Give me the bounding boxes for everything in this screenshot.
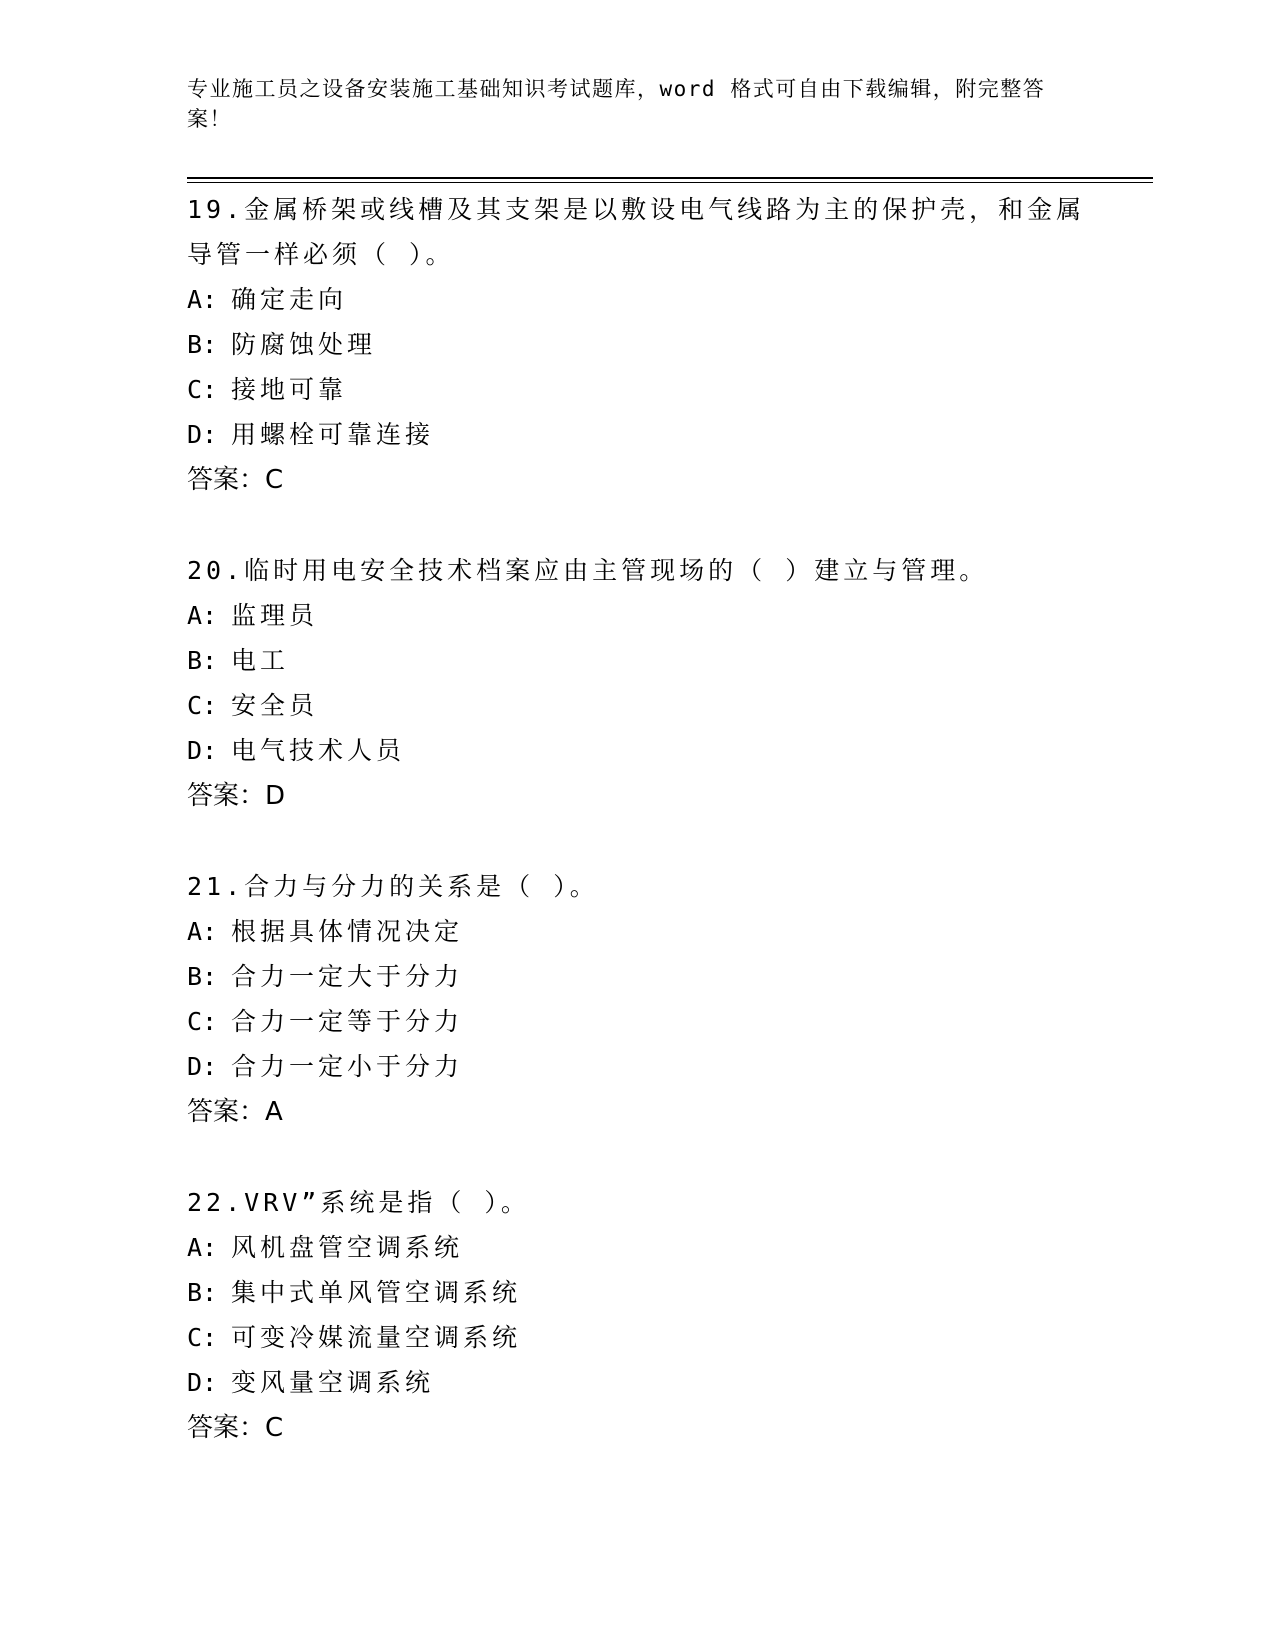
- question-19: [187, 187, 1087, 503]
- option-key: B:: [187, 646, 218, 675]
- header-divider-thin: [187, 182, 1153, 183]
- option-text: 合力一定大于分力: [231, 962, 464, 991]
- question-21: [187, 864, 1087, 1135]
- option-key: B:: [187, 962, 218, 991]
- option-text: 监理员: [231, 601, 319, 630]
- option-d: [187, 412, 1087, 457]
- option-key: C:: [187, 1323, 218, 1352]
- question-stem: 21.合力与分力的关系是（ ）。: [187, 872, 599, 901]
- question-stem: 20.临时用电安全技术档案应由主管现场的（ ）建立与管理。: [187, 556, 989, 585]
- option-text: 合力一定小于分力: [231, 1052, 464, 1081]
- option-b: [187, 954, 1087, 999]
- option-key: A:: [187, 1233, 218, 1262]
- option-key: C:: [187, 1007, 218, 1036]
- option-text: 可变冷媒流量空调系统: [231, 1323, 522, 1352]
- option-b: [187, 638, 1087, 683]
- option-d: [187, 728, 1087, 773]
- option-c: [187, 683, 1087, 728]
- option-text: 根据具体情况决定: [231, 917, 464, 946]
- option-key: B:: [187, 1278, 218, 1307]
- option-d: [187, 1360, 1087, 1405]
- option-key: C:: [187, 691, 218, 720]
- option-key: D:: [187, 736, 218, 765]
- option-key: D:: [187, 1052, 218, 1081]
- question-20: [187, 548, 1087, 819]
- option-a: [187, 277, 1087, 322]
- option-text: 风机盘管空调系统: [231, 1233, 464, 1262]
- option-key: A:: [187, 917, 218, 946]
- option-a: [187, 593, 1087, 638]
- option-text: 安全员: [231, 691, 319, 720]
- option-text: 合力一定等于分力: [231, 1007, 464, 1036]
- option-c: [187, 1315, 1087, 1360]
- option-text: 电工: [231, 646, 290, 675]
- option-key: D:: [187, 1368, 218, 1397]
- question-22: [187, 1180, 1087, 1451]
- option-key: A:: [187, 285, 218, 314]
- option-b: [187, 1270, 1087, 1315]
- answer: 答案：A: [187, 1097, 283, 1127]
- option-key: B:: [187, 330, 218, 359]
- question-stem: 19.金属桥架或线槽及其支架是以敷设电气线路为主的保护壳，和金属导管一样必须（ ）。: [187, 195, 1086, 269]
- option-key: C:: [187, 375, 218, 404]
- option-key: D:: [187, 420, 218, 449]
- document-header: 专业施工员之设备安装施工基础知识考试题库，word 格式可自由下载编辑，附完整答案！: [187, 77, 1046, 131]
- question-stem: 22.VRV”系统是指（ ）。: [187, 1188, 530, 1217]
- option-text: 用螺栓可靠连接: [231, 420, 435, 449]
- option-b: [187, 322, 1087, 367]
- option-c: [187, 367, 1087, 412]
- option-a: [187, 1225, 1087, 1270]
- option-text: 防腐蚀处理: [231, 330, 377, 359]
- option-c: [187, 999, 1087, 1044]
- option-text: 确定走向: [231, 285, 348, 314]
- option-d: [187, 1044, 1087, 1089]
- header-divider-thick: [187, 177, 1153, 179]
- option-text: 接地可靠: [231, 375, 348, 404]
- option-a: [187, 909, 1087, 954]
- answer: 答案：C: [187, 1413, 284, 1443]
- option-text: 电气技术人员: [231, 736, 406, 765]
- option-key: A:: [187, 601, 218, 630]
- answer: 答案：C: [187, 465, 284, 495]
- option-text: 变风量空调系统: [231, 1368, 435, 1397]
- option-text: 集中式单风管空调系统: [231, 1278, 522, 1307]
- answer: 答案：D: [187, 781, 286, 811]
